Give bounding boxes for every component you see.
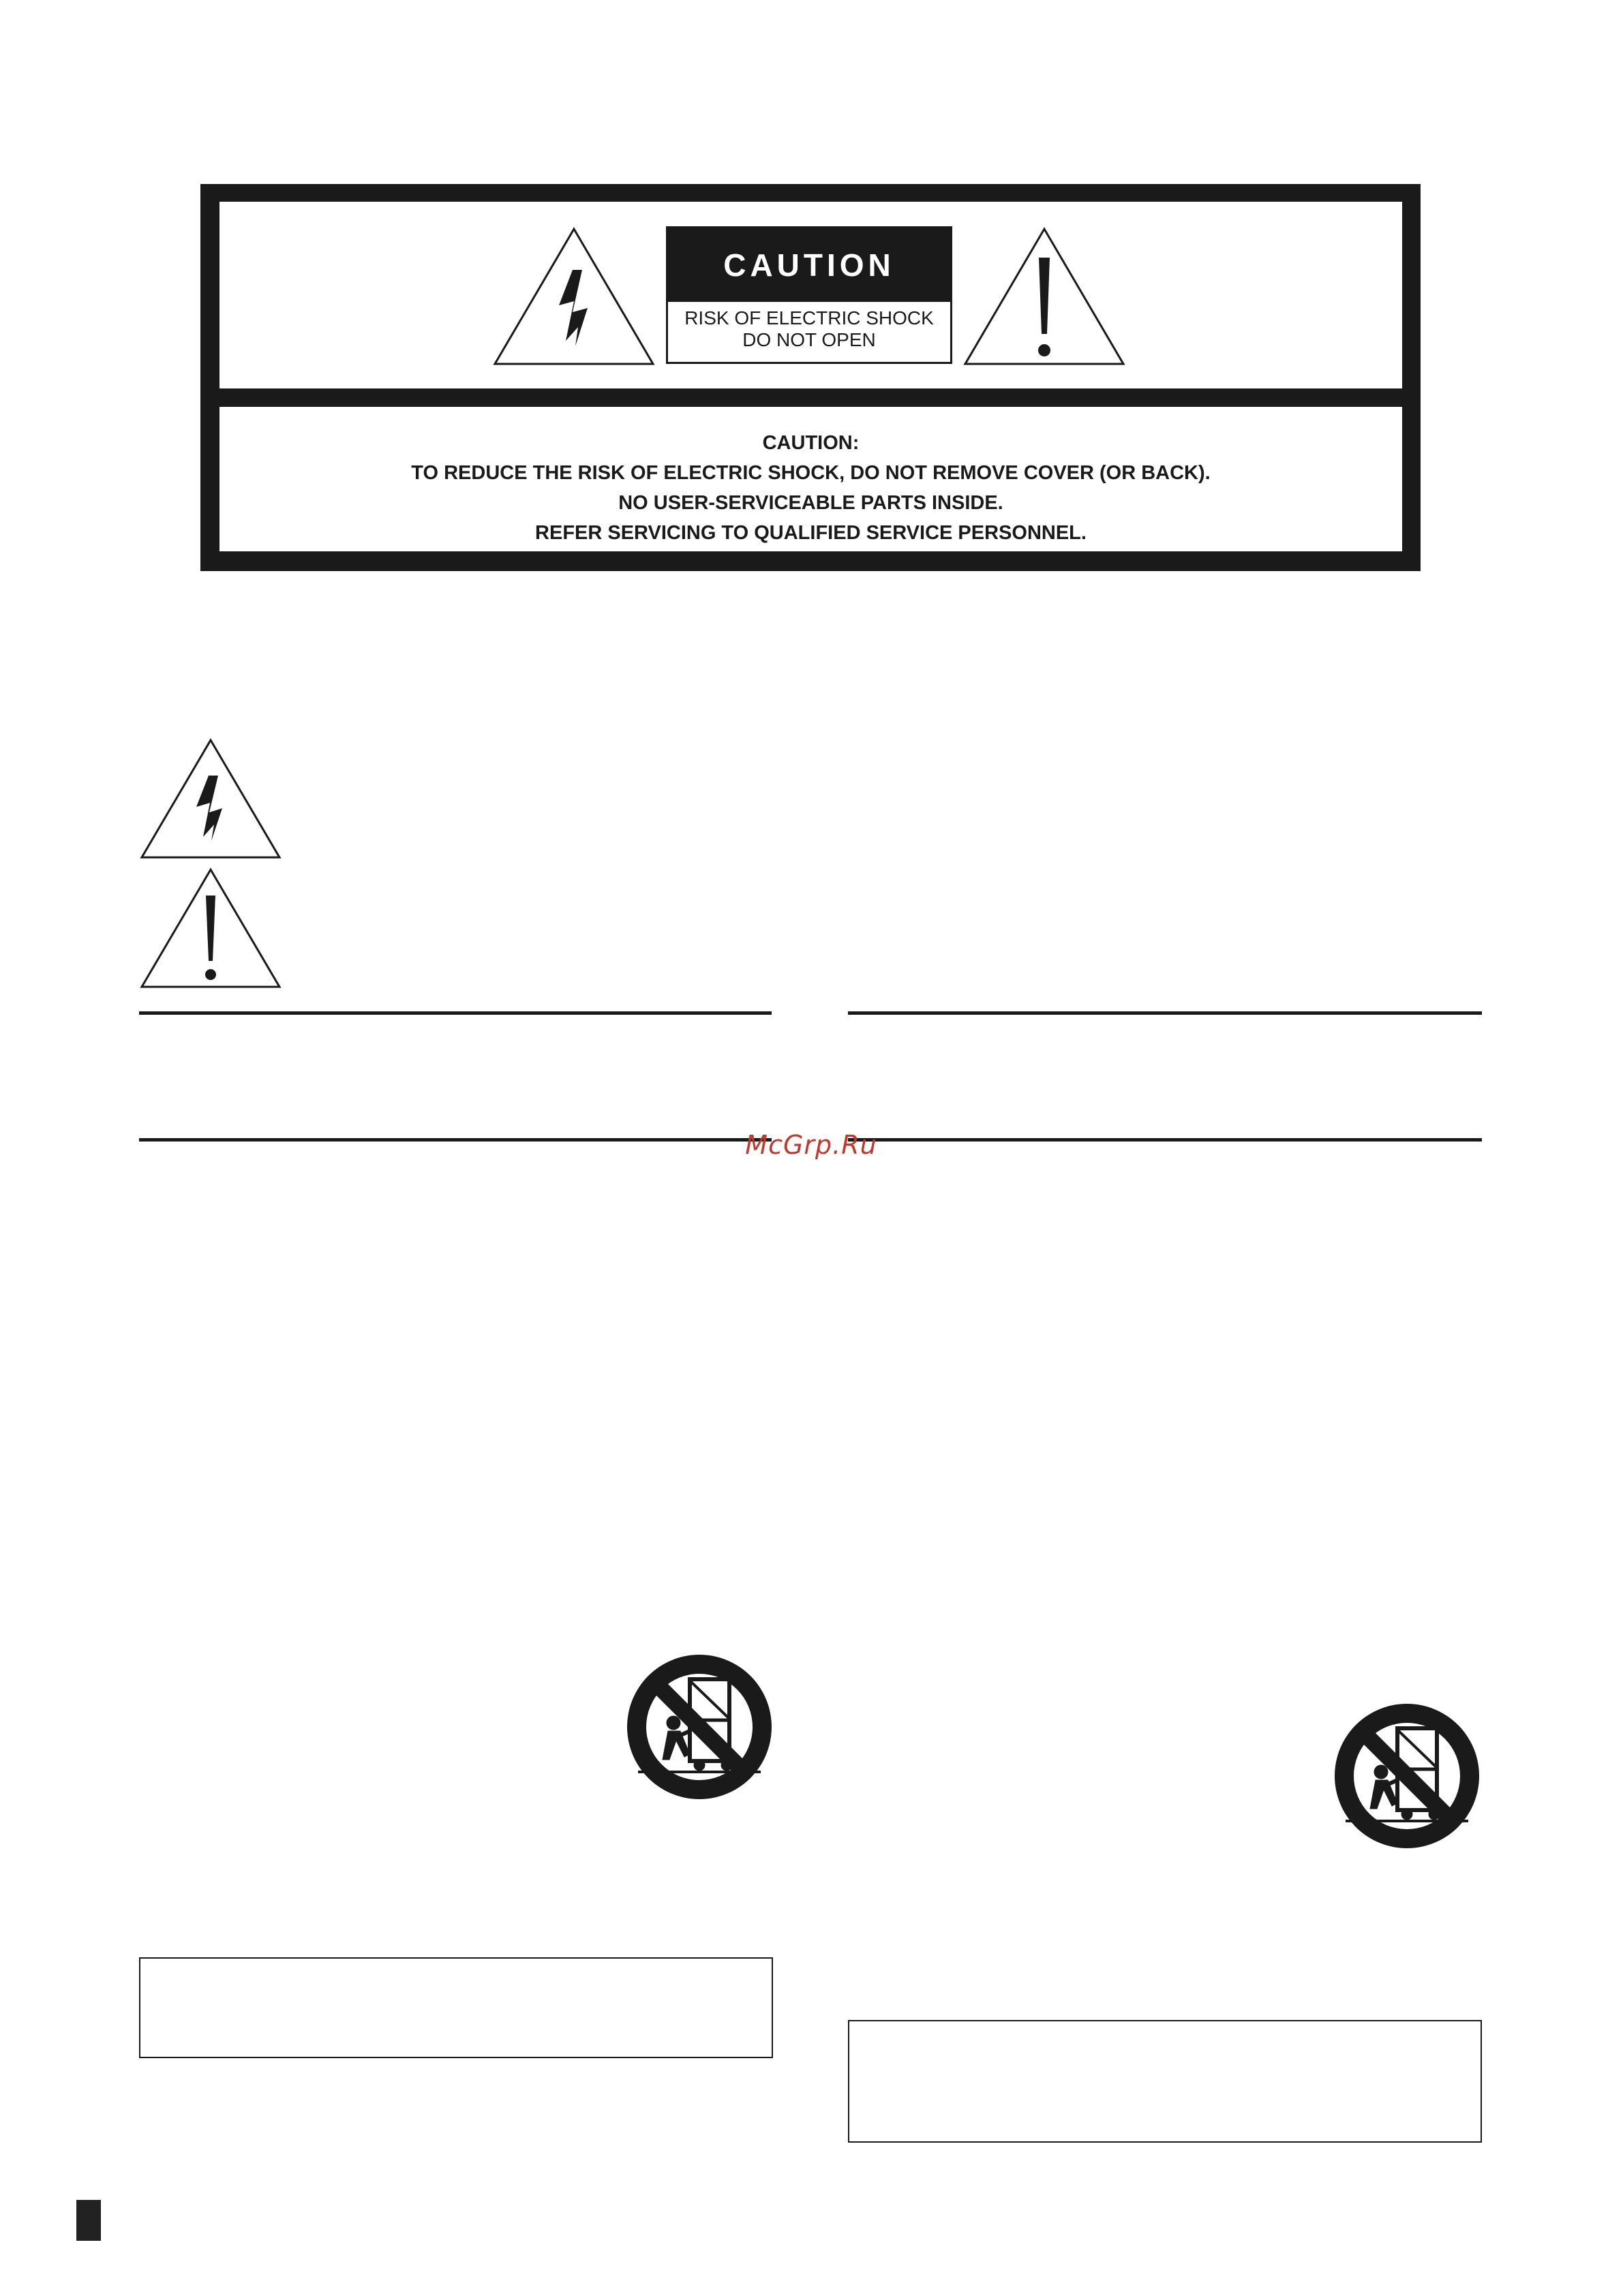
section-rule bbox=[139, 1138, 772, 1142]
page-tab-marker bbox=[76, 2200, 101, 2241]
caution-box bbox=[666, 226, 952, 364]
caution-statement-line: TO REDUCE THE RISK OF ELECTRIC SHOCK, DO NOT REMOVE COVER (OR BACK). bbox=[411, 462, 1211, 484]
caution-statement bbox=[219, 428, 1402, 548]
notice-box bbox=[848, 2020, 1482, 2143]
section-rule bbox=[848, 1011, 1482, 1015]
cart-tip-over-warning-icon bbox=[624, 1652, 774, 1802]
exclamation-warning-icon bbox=[139, 867, 282, 990]
exclamation-warning-icon bbox=[962, 225, 1126, 368]
caution-statement-line: CAUTION: bbox=[762, 432, 860, 454]
section-rule bbox=[139, 1011, 772, 1015]
electric-shock-warning-icon bbox=[492, 225, 656, 368]
cart-tip-over-warning-icon bbox=[1332, 1701, 1482, 1851]
caution-subtext bbox=[668, 307, 950, 351]
caution-statement-line: REFER SERVICING TO QUALIFIED SERVICE PERSONNEL. bbox=[535, 522, 1087, 544]
watermark: McGrp.Ru bbox=[745, 1130, 877, 1160]
caution-heading: CAUTION bbox=[668, 228, 950, 302]
caution-sub-line1: RISK OF ELECTRIC SHOCK bbox=[684, 307, 934, 328]
caution-sub-line2: DO NOT OPEN bbox=[742, 329, 876, 350]
notice-box bbox=[139, 1957, 773, 2058]
caution-statement-line: NO USER-SERVICEABLE PARTS INSIDE. bbox=[618, 492, 1003, 514]
section-rule bbox=[848, 1138, 1482, 1142]
electric-shock-warning-icon bbox=[139, 737, 282, 860]
